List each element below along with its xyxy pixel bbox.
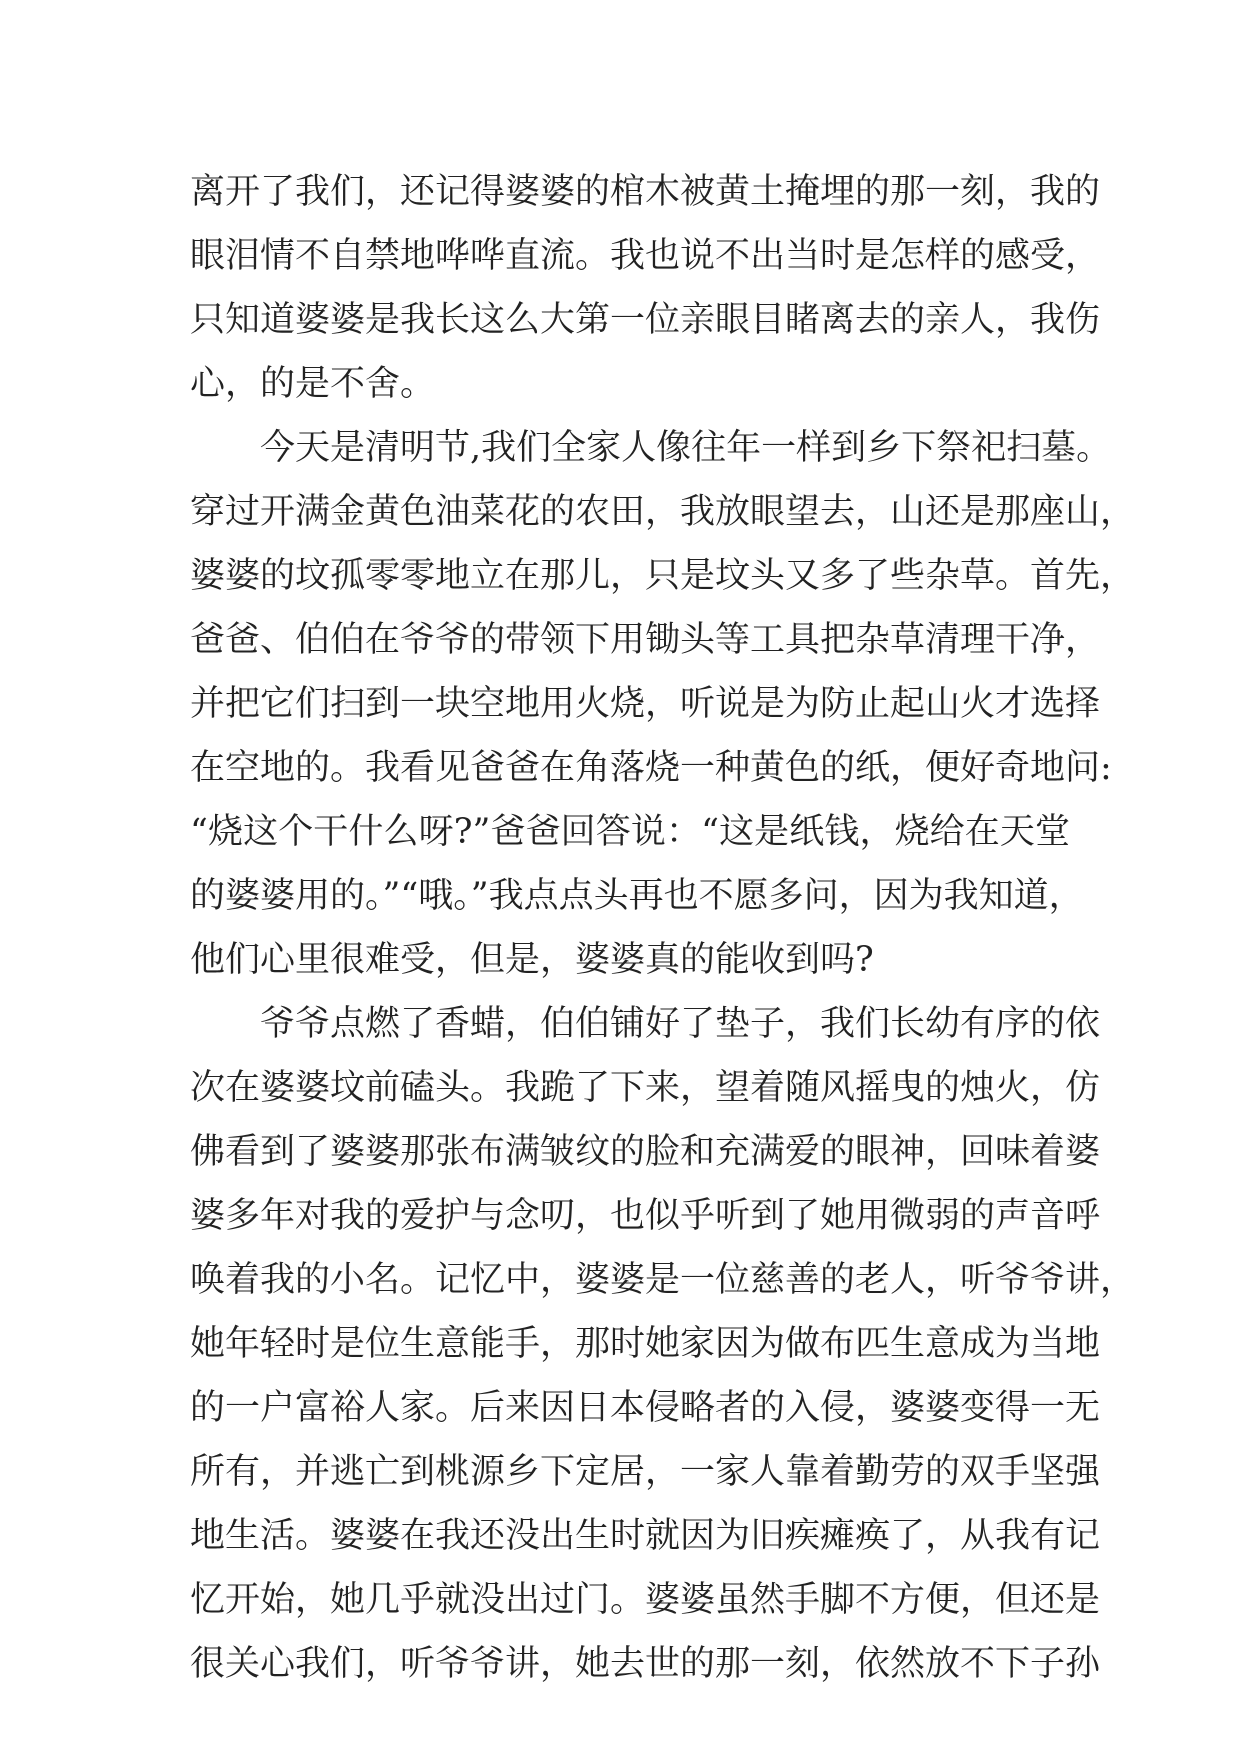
- text-line: 爸爸、伯伯在爷爷的带领下用锄头等工具把杂草清理干净，: [190, 620, 1101, 660]
- text-line: 的婆婆用的。”“哦。”我点点头再也不愿多问，因为我知道，: [190, 876, 1084, 916]
- text-line: 地生活。婆婆在我还没出生时就因为旧疾瘫痪了，从我有记: [190, 1516, 1101, 1556]
- text-line: 婆多年对我的爱护与念叨，也似乎听到了她用微弱的声音呼: [190, 1196, 1101, 1236]
- text-line: 离开了我们，还记得婆婆的棺木被黄土掩埋的那一刻，我的: [190, 172, 1101, 212]
- text-line: 心，的是不舍。: [190, 364, 436, 404]
- text-line: 今天是清明节,我们全家人像往年一样到乡下祭祀扫墓。: [260, 428, 1112, 468]
- text-line: “烧这个干什么呀?”爸爸回答说：“这是纸钱，烧给在天堂: [190, 812, 1070, 852]
- text-line: 穿过开满金黄色油菜花的农田，我放眼望去，山还是那座山，: [190, 492, 1136, 532]
- text-line: 爷爷点燃了香蜡，伯伯铺好了垫子，我们长幼有序的依: [260, 1004, 1101, 1044]
- text-line: 在空地的。我看见爸爸在角落烧一种黄色的纸，便好奇地问:: [190, 748, 1112, 788]
- text-line: 佛看到了婆婆那张布满皱纹的脸和充满爱的眼神，回味着婆: [190, 1132, 1101, 1172]
- text-line: 次在婆婆坟前磕头。我跪了下来，望着随风摇曳的烛火，仿: [190, 1068, 1101, 1108]
- text-line: 婆婆的坟孤零零地立在那儿，只是坟头又多了些杂草。首先，: [190, 556, 1136, 596]
- text-line: 只知道婆婆是我长这么大第一位亲眼目睹离去的亲人，我伤: [190, 300, 1101, 340]
- body-text: [190, 160, 1136, 1696]
- text-line: 他们心里很难受，但是，婆婆真的能收到吗?: [190, 940, 874, 980]
- text-line: 并把它们扫到一块空地用火烧，听说是为防止起山火才选择: [190, 684, 1101, 724]
- text-line: 很关心我们，听爷爷讲，她去世的那一刻，依然放不下子孙: [190, 1644, 1101, 1684]
- text-line: 她年轻时是位生意能手，那时她家因为做布匹生意成为当地: [190, 1324, 1101, 1364]
- text-line: 忆开始，她几乎就没出过门。婆婆虽然手脚不方便，但还是: [190, 1580, 1101, 1620]
- text-line: 眼泪情不自禁地哗哗直流。我也说不出当时是怎样的感受，: [190, 236, 1101, 276]
- text-line: 所有，并逃亡到桃源乡下定居，一家人靠着勤劳的双手坚强: [190, 1452, 1101, 1492]
- text-line: 唤着我的小名。记忆中，婆婆是一位慈善的老人，听爷爷讲，: [190, 1260, 1136, 1300]
- text-line: 的一户富裕人家。后来因日本侵略者的入侵，婆婆变得一无: [190, 1388, 1101, 1428]
